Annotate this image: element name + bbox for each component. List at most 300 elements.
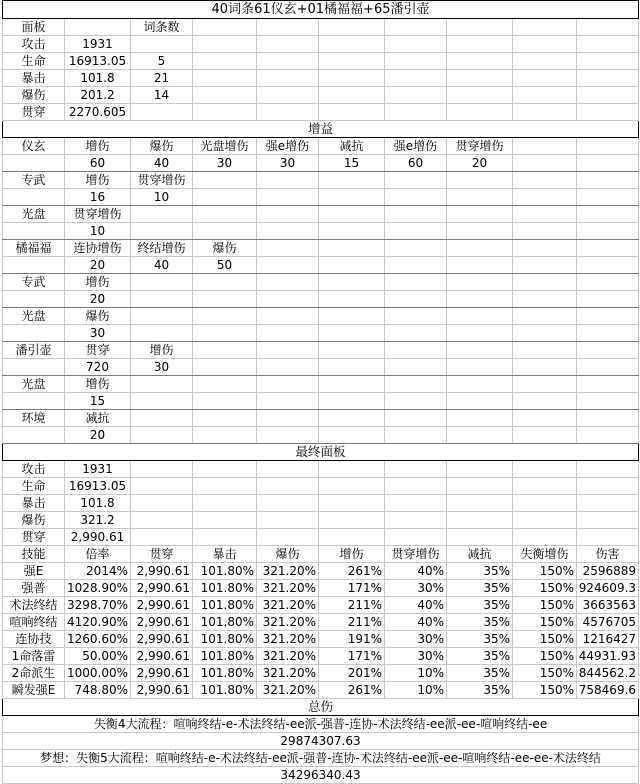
empty-cell[interactable] [577,87,639,104]
final-stat-value[interactable]: 2,990.61 [65,529,131,546]
empty-cell[interactable] [319,19,385,36]
empty-cell[interactable] [319,308,385,325]
empty-cell[interactable] [319,189,385,206]
empty-cell[interactable] [319,512,385,529]
buff-value[interactable]: 60 [65,155,131,172]
empty-cell[interactable] [319,291,385,308]
empty-cell[interactable] [193,172,257,189]
empty-cell[interactable] [577,495,639,512]
sheet-title[interactable]: 40词条61仪玄+01橘福福+65潘引壶 [3,1,639,19]
buff-source[interactable]: 专武 [3,274,65,291]
empty-cell[interactable] [131,376,193,393]
empty-cell[interactable] [577,478,639,495]
skill-value[interactable]: 2,990.61 [131,665,193,682]
buff-value[interactable]: 60 [385,155,447,172]
skill-column-header[interactable]: 贯穿 [131,546,193,563]
buff-value[interactable]: 15 [319,155,385,172]
empty-cell[interactable] [447,410,513,427]
skill-value[interactable]: 1260.60% [65,631,131,648]
empty-cell[interactable] [257,257,319,274]
final-stat-value[interactable]: 16913.05 [65,478,131,495]
empty-cell[interactable] [385,274,447,291]
buff-value[interactable]: 20 [65,291,131,308]
empty-cell[interactable] [385,461,447,478]
empty-cell[interactable] [447,87,513,104]
skill-value[interactable]: 150% [513,597,577,614]
buff-value[interactable]: 16 [65,189,131,206]
empty-cell[interactable] [193,478,257,495]
empty-cell[interactable] [447,342,513,359]
empty-cell[interactable] [319,478,385,495]
skill-value[interactable]: 30% [385,580,447,597]
skill-column-header[interactable]: 增伤 [319,546,385,563]
empty-cell[interactable] [131,410,193,427]
skill-value[interactable]: 150% [513,665,577,682]
buff-label[interactable]: 增伤 [65,274,131,291]
empty-cell[interactable] [257,274,319,291]
empty-cell[interactable] [385,359,447,376]
stat-value[interactable]: 2270.605 [65,104,131,121]
stat-entries[interactable]: 5 [131,53,193,70]
skill-value[interactable]: 101.80% [193,614,257,631]
skill-value[interactable]: 2014% [65,563,131,580]
empty-cell[interactable] [385,512,447,529]
skill-name[interactable]: 连协技 [3,631,65,648]
empty-cell[interactable] [447,257,513,274]
empty-cell[interactable] [257,223,319,240]
empty-cell[interactable] [385,495,447,512]
empty-cell[interactable] [257,427,319,444]
empty-cell[interactable] [193,325,257,342]
empty-cell[interactable] [319,53,385,70]
empty-cell[interactable] [257,393,319,410]
empty-cell[interactable] [257,104,319,121]
buff-value[interactable]: 40 [131,155,193,172]
empty-cell[interactable] [513,325,577,342]
empty-cell[interactable] [385,529,447,546]
empty-cell[interactable] [65,19,131,36]
empty-cell[interactable] [385,172,447,189]
skill-value[interactable]: 35% [447,648,513,665]
empty-cell[interactable] [257,87,319,104]
empty-cell[interactable] [257,410,319,427]
skill-value[interactable]: 40% [385,597,447,614]
skill-column-header[interactable]: 爆伤 [257,546,319,563]
skill-value[interactable]: 101.80% [193,648,257,665]
empty-cell[interactable] [385,291,447,308]
empty-cell[interactable] [385,393,447,410]
empty-cell[interactable] [257,291,319,308]
skill-value[interactable]: 2,990.61 [131,563,193,580]
empty-cell[interactable] [193,393,257,410]
buff-source[interactable]: 仪玄 [3,138,65,155]
empty-cell[interactable] [3,359,65,376]
empty-cell[interactable] [257,478,319,495]
buff-label[interactable]: 减抗 [65,410,131,427]
skill-value[interactable]: 150% [513,580,577,597]
empty-cell[interactable] [577,342,639,359]
empty-cell[interactable] [513,529,577,546]
empty-cell[interactable] [577,461,639,478]
empty-cell[interactable] [577,138,639,155]
empty-cell[interactable] [577,325,639,342]
empty-cell[interactable] [3,325,65,342]
total-5[interactable]: 34296340.43 [3,767,639,784]
empty-cell[interactable] [513,291,577,308]
empty-cell[interactable] [513,359,577,376]
skill-value[interactable]: 30% [385,648,447,665]
buff-header[interactable]: 增益 [3,121,639,138]
rotation-4[interactable]: 失衡4大流程：喧响终结-e-术法终结-ee派-强普-连协-术法终结-ee派-ee-喧响终结-ee [3,716,639,733]
empty-cell[interactable] [319,393,385,410]
empty-cell[interactable] [385,53,447,70]
final-stat-value[interactable]: 101.8 [65,495,131,512]
skill-value[interactable]: 261% [319,682,385,699]
buff-value[interactable]: 30 [65,325,131,342]
empty-cell[interactable] [447,206,513,223]
empty-cell[interactable] [319,325,385,342]
empty-cell[interactable] [257,189,319,206]
empty-cell[interactable] [385,325,447,342]
buff-value[interactable]: 30 [131,359,193,376]
skill-value[interactable]: 150% [513,563,577,580]
empty-cell[interactable] [447,308,513,325]
empty-cell[interactable] [513,104,577,121]
empty-cell[interactable] [385,240,447,257]
empty-cell[interactable] [3,257,65,274]
empty-cell[interactable] [513,155,577,172]
empty-cell[interactable] [577,512,639,529]
stat-value[interactable]: 201.2 [65,87,131,104]
empty-cell[interactable] [385,410,447,427]
empty-cell[interactable] [385,342,447,359]
empty-cell[interactable] [193,274,257,291]
skill-value[interactable]: 101.80% [193,631,257,648]
skill-value[interactable]: 150% [513,682,577,699]
skill-value[interactable]: 321.20% [257,597,319,614]
empty-cell[interactable] [319,223,385,240]
empty-cell[interactable] [513,257,577,274]
empty-cell[interactable] [193,529,257,546]
empty-cell[interactable] [447,478,513,495]
empty-cell[interactable] [131,512,193,529]
skill-value[interactable]: 261% [319,563,385,580]
empty-cell[interactable] [131,495,193,512]
empty-cell[interactable] [257,376,319,393]
skill-column-header[interactable]: 失衡增伤 [513,546,577,563]
empty-cell[interactable] [257,206,319,223]
skill-damage[interactable]: 924609.3 [577,580,639,597]
empty-cell[interactable] [131,325,193,342]
empty-cell[interactable] [193,104,257,121]
skill-value[interactable]: 211% [319,614,385,631]
stat-name[interactable]: 生命 [3,53,65,70]
skill-damage[interactable]: 1216427 [577,631,639,648]
buff-value[interactable]: 30 [193,155,257,172]
skill-value[interactable]: 101.80% [193,563,257,580]
rotation-5[interactable]: 梦想：失衡5大流程：喧响终结-e-术法终结-ee派-强普-连协-术法终结-ee派-ee-喧响终结-ee-ee-术法终结 [3,750,639,767]
empty-cell[interactable] [447,70,513,87]
skill-name[interactable]: 术法终结 [3,597,65,614]
empty-cell[interactable] [447,189,513,206]
empty-cell[interactable] [447,274,513,291]
stat-entries[interactable]: 14 [131,87,193,104]
skill-name[interactable]: 2命派生 [3,665,65,682]
empty-cell[interactable] [193,36,257,53]
empty-cell[interactable] [513,53,577,70]
empty-cell[interactable] [3,155,65,172]
skill-value[interactable]: 50.00% [65,648,131,665]
final-stat-value[interactable]: 321.2 [65,512,131,529]
empty-cell[interactable] [319,206,385,223]
empty-cell[interactable] [385,478,447,495]
empty-cell[interactable] [513,461,577,478]
empty-cell[interactable] [193,19,257,36]
empty-cell[interactable] [447,172,513,189]
empty-cell[interactable] [319,461,385,478]
empty-cell[interactable] [193,308,257,325]
skill-value[interactable]: 321.20% [257,682,319,699]
final-stat-name[interactable]: 贯穿 [3,529,65,546]
skill-value[interactable]: 40% [385,563,447,580]
empty-cell[interactable] [257,240,319,257]
skill-value[interactable]: 1000.00% [65,665,131,682]
skill-value[interactable]: 1028.90% [65,580,131,597]
empty-cell[interactable] [131,291,193,308]
empty-cell[interactable] [577,36,639,53]
empty-cell[interactable] [319,427,385,444]
empty-cell[interactable] [131,308,193,325]
empty-cell[interactable] [577,172,639,189]
stat-entries[interactable]: 21 [131,70,193,87]
buff-source[interactable]: 光盘 [3,376,65,393]
empty-cell[interactable] [447,240,513,257]
empty-cell[interactable] [447,461,513,478]
empty-cell[interactable] [513,206,577,223]
empty-cell[interactable] [577,308,639,325]
skill-value[interactable]: 748.80% [65,682,131,699]
empty-cell[interactable] [131,529,193,546]
buff-source[interactable]: 光盘 [3,308,65,325]
empty-cell[interactable] [319,376,385,393]
buff-label[interactable]: 强e增伤 [257,138,319,155]
skill-value[interactable]: 10% [385,682,447,699]
empty-cell[interactable] [319,359,385,376]
empty-cell[interactable] [577,359,639,376]
empty-cell[interactable] [257,172,319,189]
empty-cell[interactable] [577,427,639,444]
empty-cell[interactable] [447,104,513,121]
empty-cell[interactable] [513,427,577,444]
stat-name[interactable]: 爆伤 [3,87,65,104]
empty-cell[interactable] [447,512,513,529]
empty-cell[interactable] [513,478,577,495]
buff-source[interactable]: 专武 [3,172,65,189]
empty-cell[interactable] [577,70,639,87]
empty-cell[interactable] [577,104,639,121]
empty-cell[interactable] [447,376,513,393]
buff-label[interactable]: 增伤 [65,138,131,155]
skill-value[interactable]: 201% [319,665,385,682]
empty-cell[interactable] [193,342,257,359]
skill-name[interactable]: 1命落雷 [3,648,65,665]
empty-cell[interactable] [257,359,319,376]
skill-value[interactable]: 3298.70% [65,597,131,614]
empty-cell[interactable] [131,206,193,223]
empty-cell[interactable] [577,291,639,308]
empty-cell[interactable] [385,87,447,104]
empty-cell[interactable] [447,36,513,53]
buff-label[interactable]: 增伤 [65,376,131,393]
stat-name[interactable]: 贯穿 [3,104,65,121]
buff-source[interactable]: 橘福福 [3,240,65,257]
empty-cell[interactable] [193,410,257,427]
empty-cell[interactable] [447,495,513,512]
skill-value[interactable]: 321.20% [257,648,319,665]
buff-label[interactable]: 贯穿增伤 [131,172,193,189]
buff-source[interactable]: 环境 [3,410,65,427]
panel-header[interactable]: 面板 [3,19,65,36]
skill-damage[interactable]: 3663563 [577,597,639,614]
empty-cell[interactable] [447,427,513,444]
empty-cell[interactable] [513,410,577,427]
final-stat-name[interactable]: 爆伤 [3,512,65,529]
buff-value[interactable]: 50 [193,257,257,274]
stat-name[interactable]: 攻击 [3,36,65,53]
skill-damage[interactable]: 758469.6 [577,682,639,699]
empty-cell[interactable] [513,495,577,512]
buff-source[interactable]: 潘引壶 [3,342,65,359]
final-header[interactable]: 最终面板 [3,444,639,461]
stat-entries[interactable] [131,104,193,121]
empty-cell[interactable] [385,257,447,274]
empty-cell[interactable] [193,70,257,87]
empty-cell[interactable] [513,223,577,240]
empty-cell[interactable] [577,376,639,393]
buff-label[interactable]: 爆伤 [131,138,193,155]
skill-value[interactable]: 2,990.61 [131,648,193,665]
buff-label[interactable]: 光盘增伤 [193,138,257,155]
empty-cell[interactable] [257,70,319,87]
skill-value[interactable]: 2,990.61 [131,580,193,597]
buff-label[interactable]: 强e增伤 [385,138,447,155]
empty-cell[interactable] [447,359,513,376]
skill-value[interactable]: 35% [447,614,513,631]
buff-source[interactable]: 光盘 [3,206,65,223]
empty-cell[interactable] [577,529,639,546]
empty-cell[interactable] [257,19,319,36]
empty-cell[interactable] [577,155,639,172]
empty-cell[interactable] [319,257,385,274]
empty-cell[interactable] [319,274,385,291]
buff-label[interactable]: 贯穿增伤 [447,138,513,155]
empty-cell[interactable] [577,274,639,291]
empty-cell[interactable] [513,87,577,104]
skill-value[interactable]: 150% [513,631,577,648]
skill-value[interactable]: 321.20% [257,631,319,648]
empty-cell[interactable] [385,36,447,53]
buff-label[interactable]: 贯穿 [65,342,131,359]
total-4[interactable]: 29874307.63 [3,733,639,750]
empty-cell[interactable] [131,461,193,478]
stat-value[interactable]: 101.8 [65,70,131,87]
final-stat-name[interactable]: 攻击 [3,461,65,478]
empty-cell[interactable] [513,138,577,155]
skill-value[interactable]: 321.20% [257,665,319,682]
buff-value[interactable]: 15 [65,393,131,410]
empty-cell[interactable] [3,393,65,410]
buff-value[interactable]: 20 [447,155,513,172]
empty-cell[interactable] [319,495,385,512]
skill-damage[interactable]: 4576705 [577,614,639,631]
stat-name[interactable]: 暴击 [3,70,65,87]
final-stat-name[interactable]: 暴击 [3,495,65,512]
empty-cell[interactable] [385,189,447,206]
empty-cell[interactable] [193,189,257,206]
empty-cell[interactable] [513,274,577,291]
skill-value[interactable]: 191% [319,631,385,648]
final-stat-value[interactable]: 1931 [65,461,131,478]
skill-value[interactable]: 4120.90% [65,614,131,631]
skill-name[interactable]: 强E [3,563,65,580]
stat-value[interactable]: 16913.05 [65,53,131,70]
empty-cell[interactable] [577,393,639,410]
empty-cell[interactable] [319,104,385,121]
empty-cell[interactable] [385,70,447,87]
skill-column-header[interactable]: 伤害 [577,546,639,563]
empty-cell[interactable] [513,172,577,189]
buff-value[interactable]: 40 [131,257,193,274]
empty-cell[interactable] [385,376,447,393]
skill-damage[interactable]: 2596889 [577,563,639,580]
empty-cell[interactable] [131,223,193,240]
empty-cell[interactable] [3,189,65,206]
empty-cell[interactable] [577,257,639,274]
skill-damage[interactable]: 844562.2 [577,665,639,682]
empty-cell[interactable] [131,274,193,291]
empty-cell[interactable] [447,529,513,546]
buff-value[interactable]: 10 [65,223,131,240]
empty-cell[interactable] [577,410,639,427]
skill-value[interactable]: 30% [385,631,447,648]
empty-cell[interactable] [385,206,447,223]
skill-value[interactable]: 35% [447,665,513,682]
empty-cell[interactable] [131,478,193,495]
empty-cell[interactable] [319,87,385,104]
skill-value[interactable]: 2,990.61 [131,631,193,648]
skill-column-header[interactable]: 暴击 [193,546,257,563]
empty-cell[interactable] [193,461,257,478]
empty-cell[interactable] [447,53,513,70]
skill-name[interactable]: 喧响终结 [3,614,65,631]
empty-cell[interactable] [513,308,577,325]
skill-value[interactable]: 101.80% [193,665,257,682]
skill-value[interactable]: 2,990.61 [131,597,193,614]
empty-cell[interactable] [577,189,639,206]
entries-header[interactable]: 词条数 [131,19,193,36]
empty-cell[interactable] [447,19,513,36]
empty-cell[interactable] [513,36,577,53]
empty-cell[interactable] [385,19,447,36]
empty-cell[interactable] [193,359,257,376]
empty-cell[interactable] [193,291,257,308]
skill-value[interactable]: 35% [447,597,513,614]
empty-cell[interactable] [257,36,319,53]
empty-cell[interactable] [447,325,513,342]
skill-column-header[interactable]: 倍率 [65,546,131,563]
empty-cell[interactable] [319,410,385,427]
empty-cell[interactable] [3,223,65,240]
